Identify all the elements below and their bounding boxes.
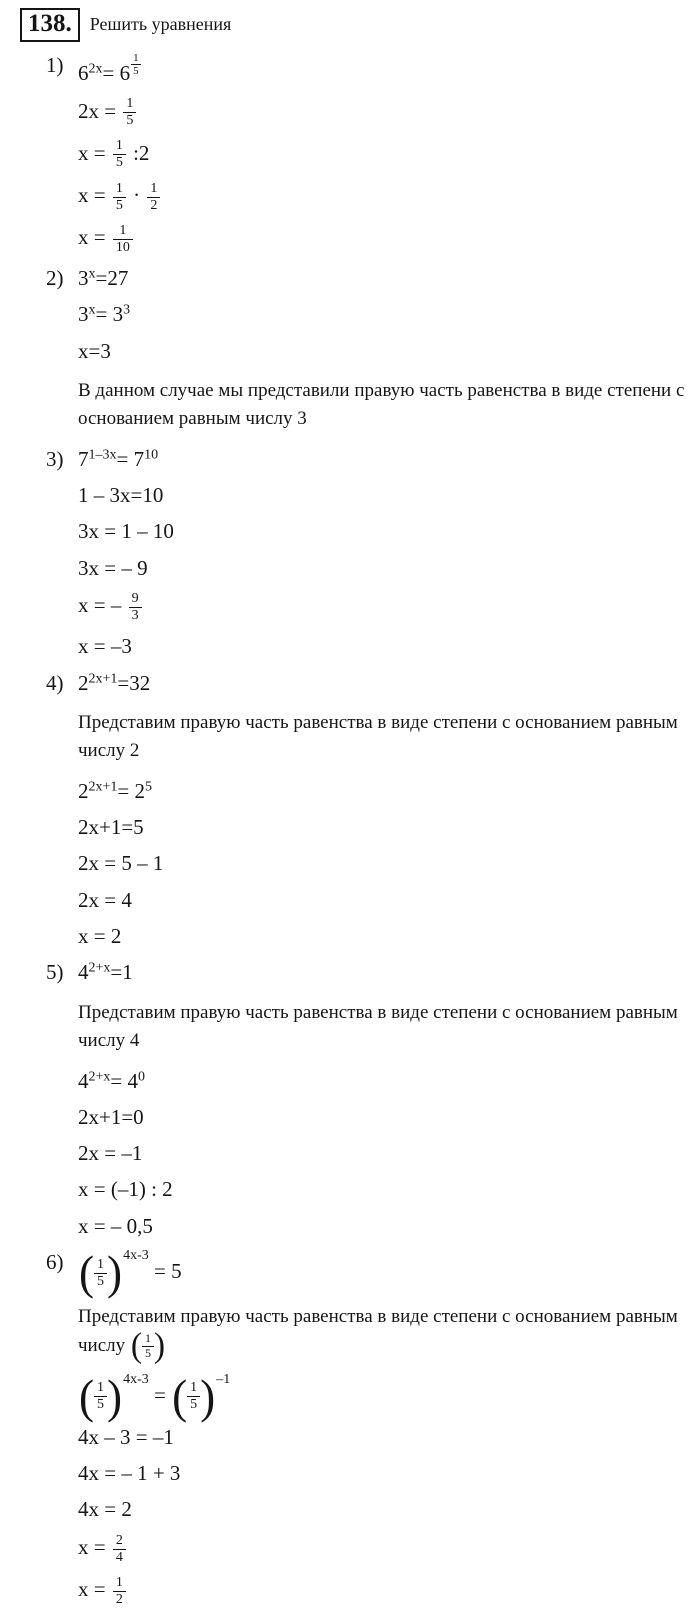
text-run: = 3 — [95, 302, 124, 327]
text-run: x = – 0,5 — [78, 1213, 153, 1238]
math-line — [0, 223, 700, 256]
fraction-numerator: 1 — [113, 1575, 126, 1592]
text-run: x = –3 — [78, 634, 132, 659]
fraction — [131, 52, 141, 78]
math-line — [0, 670, 700, 697]
fraction — [113, 223, 133, 256]
fraction-denominator: 5 — [190, 1397, 198, 1413]
line-content — [78, 1532, 128, 1565]
solution-item-3 — [0, 446, 700, 661]
text-run: x = — [78, 1535, 111, 1560]
line-content — [78, 339, 111, 363]
text-run: 7 — [78, 446, 89, 471]
math-line — [0, 633, 700, 660]
math-line — [0, 301, 700, 328]
math-line — [0, 52, 700, 87]
math-line — [0, 1533, 700, 1566]
line-content — [78, 960, 133, 984]
text-run: 4x – 3 = –1 — [78, 1424, 174, 1449]
fraction-denominator: 10 — [115, 239, 130, 255]
text-run: 2 — [78, 670, 89, 695]
line-content — [78, 671, 150, 695]
line-content — [78, 1069, 145, 1093]
math-line — [0, 1068, 700, 1095]
problem-header — [0, 8, 700, 42]
fraction-denominator: 5 — [144, 1345, 151, 1360]
math-line — [0, 923, 700, 950]
solution-item-2 — [0, 265, 700, 434]
line-content — [78, 380, 684, 430]
text-run: :2 — [127, 140, 150, 165]
fraction-numerator: 1 — [113, 138, 126, 155]
math-line — [0, 1370, 700, 1423]
open-paren: ( — [172, 1370, 188, 1423]
math-line — [0, 446, 700, 473]
line-content — [78, 556, 148, 580]
text-run: = 6 — [102, 60, 131, 85]
superscript-exponent: 10 — [144, 447, 159, 463]
fraction-numerator: 1 — [187, 1380, 200, 1397]
superscript-exponent: 4x-3 — [123, 1371, 149, 1387]
explanation-paragraph — [0, 999, 700, 1056]
text-run: 3 — [78, 302, 89, 327]
text-run: Представим правую часть равенства в виде степени с основанием равным числу 4 — [78, 1001, 678, 1052]
close-paren: ) — [153, 1326, 166, 1365]
open-paren: ( — [130, 1326, 142, 1365]
fraction — [113, 181, 126, 214]
text-run: 4 — [78, 960, 89, 985]
math-line — [0, 1496, 700, 1523]
text-run: 3x = 1 – 10 — [78, 519, 174, 544]
superscript-exponent: 3 — [123, 302, 131, 318]
line-content — [78, 851, 163, 875]
math-line — [0, 814, 700, 841]
fraction — [147, 181, 160, 214]
line-content — [78, 924, 121, 948]
line-content — [78, 1214, 153, 1238]
math-line — [0, 778, 700, 805]
math-line — [0, 850, 700, 877]
line-content — [78, 815, 144, 839]
fraction-denominator: 5 — [97, 1397, 105, 1413]
item-number: 2) — [46, 265, 64, 290]
text-run: 2x+1=0 — [78, 1104, 144, 1129]
text-run: 2x = 4 — [78, 887, 132, 912]
text-run: 2 — [78, 778, 89, 803]
math-line — [0, 1104, 700, 1131]
line-content — [78, 712, 678, 762]
fraction-numerator: 1 — [147, 181, 160, 198]
text-run: 1 – 3x=10 — [78, 483, 164, 508]
math-line — [0, 138, 700, 171]
text-run: = 2 — [117, 778, 145, 803]
text-run: x = — [78, 1577, 111, 1602]
text-run: Представим правую часть равенства в виде степени с основанием равным числу — [78, 1306, 678, 1356]
math-line — [0, 1460, 700, 1487]
line-content — [78, 1002, 678, 1052]
superscript-exponent: –1 — [216, 1371, 231, 1387]
parenthesized-fraction — [172, 1370, 216, 1423]
fraction-numerator: 9 — [129, 591, 142, 608]
text-run: x = – — [78, 593, 127, 618]
open-paren: ( — [79, 1246, 95, 1300]
math-line — [0, 1575, 700, 1608]
line-content — [78, 1177, 173, 1201]
line-content — [78, 591, 144, 624]
line-content — [78, 1141, 142, 1165]
superscript-exponent: 1–3x — [88, 447, 117, 463]
math-line — [0, 591, 700, 624]
text-run: 4 — [78, 1068, 89, 1093]
fraction-denominator: 2 — [115, 1591, 123, 1607]
parenthesized-fraction — [130, 1326, 166, 1365]
line-content — [78, 222, 135, 255]
solution-item-5 — [0, 959, 700, 1240]
item-number: 6) — [46, 1250, 64, 1275]
fraction-numerator: 1 — [113, 181, 126, 198]
line-content — [78, 96, 138, 129]
solution-item-4 — [0, 670, 700, 951]
math-line — [0, 1424, 700, 1451]
superscript-exponent: x — [88, 302, 96, 318]
math-line — [0, 1176, 700, 1203]
text-run: =1 — [110, 960, 133, 985]
math-line — [0, 338, 700, 365]
text-run: 2x = 5 – 1 — [78, 851, 164, 876]
fraction-denominator: 5 — [133, 65, 139, 78]
math-line — [0, 482, 700, 509]
fraction — [113, 1533, 126, 1566]
text-run: = — [148, 1382, 172, 1407]
explanation-paragraph — [0, 1303, 700, 1365]
text-run: 4x = 2 — [78, 1497, 132, 1522]
superscript-exponent: 4x-3 — [123, 1248, 149, 1264]
superscript-exponent: 2+x — [88, 960, 111, 976]
fraction — [187, 1380, 200, 1413]
text-run: 4x = – 1 + 3 — [78, 1461, 181, 1486]
fraction-denominator: 2 — [150, 197, 158, 213]
fraction-denominator: 4 — [115, 1549, 123, 1565]
fraction-numerator: 1 — [113, 223, 133, 240]
superscript-exponent: 2x+1 — [88, 779, 118, 795]
fraction-denominator: 5 — [126, 113, 134, 129]
problem-title: Решить уравнения — [89, 14, 232, 35]
math-line — [0, 265, 700, 292]
text-run: 2x = — [78, 98, 122, 123]
text-run: x = — [78, 140, 111, 165]
superscript-exponent: 2x — [88, 61, 103, 77]
line-content — [78, 1246, 182, 1300]
text-run: x=3 — [78, 338, 111, 363]
line-content — [78, 1306, 678, 1365]
solution-items — [0, 52, 700, 1608]
text-run: 3x = – 9 — [78, 555, 148, 580]
fraction — [142, 1332, 154, 1361]
parenthesized-fraction — [79, 1370, 123, 1423]
close-paren: ) — [107, 1246, 123, 1300]
text-run: · — [127, 182, 146, 207]
text-run: 3 — [78, 265, 89, 290]
text-run: x = — [78, 225, 111, 250]
close-paren: ) — [107, 1370, 123, 1423]
superscript-exponent: x — [88, 266, 96, 282]
line-content — [78, 1425, 174, 1449]
open-paren: ( — [79, 1370, 95, 1423]
fraction-numerator: 2 — [113, 1533, 126, 1550]
math-line — [0, 887, 700, 914]
line-content — [78, 180, 162, 213]
fraction-numerator: 1 — [142, 1332, 154, 1347]
line-content — [78, 519, 174, 543]
text-run: =27 — [95, 265, 129, 290]
superscript-exponent: 0 — [138, 1068, 145, 1084]
fraction-numerator: 1 — [133, 51, 139, 64]
line-content — [78, 779, 152, 803]
math-line — [0, 96, 700, 129]
fraction — [94, 1257, 107, 1290]
line-content — [78, 1105, 144, 1129]
text-run: = 5 — [148, 1258, 182, 1283]
fraction-denominator: 3 — [131, 608, 139, 624]
solution-item-1 — [0, 52, 700, 256]
parenthesized-fraction — [79, 1246, 123, 1300]
line-content — [78, 1497, 132, 1521]
text-run: x = — [78, 182, 111, 207]
problem-number: 138. — [28, 10, 72, 37]
fraction-denominator: 5 — [115, 197, 123, 213]
text-run: Представим правую часть равенства в виде степени с основанием равным числу 2 — [78, 711, 678, 762]
math-line — [0, 518, 700, 545]
text-run: В данном случае мы представили правую часть равенства в виде степени с основанием равным числу 3 — [78, 379, 685, 430]
math-line — [0, 959, 700, 986]
line-content — [78, 1574, 128, 1607]
solution-item-6 — [0, 1246, 700, 1608]
item-number: 4) — [46, 670, 64, 695]
explanation-paragraph — [0, 709, 700, 766]
text-run: 2x = –1 — [78, 1141, 143, 1166]
superscript-exponent: 2x+1 — [88, 670, 118, 686]
line-content — [78, 634, 132, 658]
text-run: 6 — [78, 60, 89, 85]
line-content — [78, 447, 158, 471]
line-content — [78, 266, 128, 290]
math-line — [0, 555, 700, 582]
fraction — [129, 591, 142, 624]
fraction — [123, 96, 136, 129]
fraction-numerator: 1 — [123, 96, 136, 113]
math-line — [0, 181, 700, 214]
problem-number-box — [20, 8, 80, 42]
superscript-exponent: 5 — [145, 779, 152, 795]
item-number: 5) — [46, 960, 64, 985]
explanation-paragraph — [0, 377, 700, 434]
fraction-denominator: 5 — [97, 1273, 105, 1289]
superscript-exponent: 2+x — [88, 1068, 111, 1084]
line-content — [78, 1370, 231, 1423]
item-number: 3) — [46, 446, 64, 471]
line-content — [78, 138, 150, 171]
line-content — [78, 302, 130, 326]
line-content — [78, 483, 163, 507]
text-run: x = (–1) : 2 — [78, 1177, 173, 1202]
fraction — [113, 1575, 126, 1608]
fraction-denominator: 5 — [115, 155, 123, 171]
close-paren: ) — [200, 1370, 216, 1423]
fraction — [113, 138, 126, 171]
math-line — [0, 1140, 700, 1167]
line-content — [78, 1461, 180, 1485]
fraction — [94, 1380, 107, 1413]
text-run: = 7 — [116, 446, 145, 471]
math-line — [0, 1213, 700, 1240]
text-run: = 4 — [110, 1068, 138, 1093]
item-number: 1) — [46, 52, 64, 77]
fraction-numerator: 1 — [94, 1257, 107, 1274]
line-content — [78, 51, 143, 85]
line-content — [78, 888, 132, 912]
text-run: 2x+1=5 — [78, 815, 144, 840]
text-run: x = 2 — [78, 923, 122, 948]
text-run: =32 — [117, 670, 151, 695]
math-line — [0, 1246, 700, 1300]
fraction-numerator: 1 — [94, 1380, 107, 1397]
